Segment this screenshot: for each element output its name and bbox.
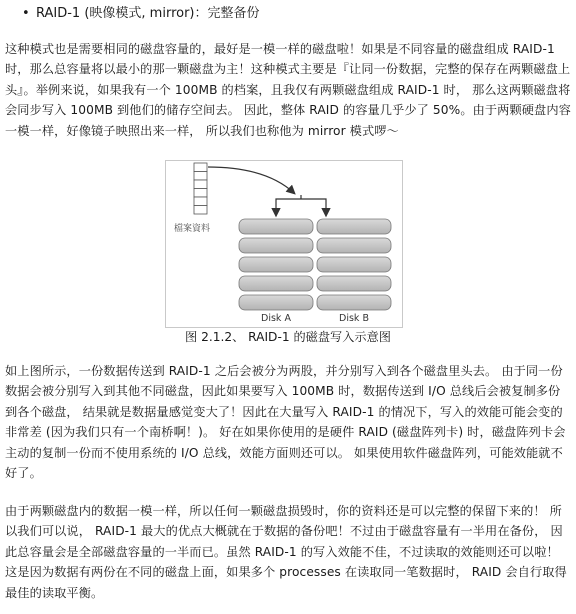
- section-heading: [22, 4, 260, 24]
- disk-a-label: Disk A: [261, 313, 291, 324]
- data-block: [194, 206, 207, 215]
- data-block: [194, 189, 207, 198]
- data-block: [194, 163, 207, 172]
- data-block: [194, 197, 207, 206]
- disk-platter: [239, 238, 313, 253]
- disk-b-label: Disk B: [339, 313, 369, 324]
- source-data-label: 檔案資料: [174, 224, 211, 234]
- paragraph-explanation: 如上图所示，一份数据传送到 RAID-1 之后会被分为两股，并分别写入到各个磁盘里头去。 由于同一份数据会被分别写入到其他不同磁盘，因此如果要写入 100MB 时，数据传送到 I/O 总线后会被复制多份到各个磁盘， 结果就是数据量感觉变大了！因此在大量写入 RAID-1 的情况下，写入的效能可能会变的非常差 (因为我们只有一个南桥啊！)。 好在如果你使用的是硬件 RAID (磁盘阵列卡) 时，磁盘阵列卡会主动的复制一份而不使用系统的 I/O 总线，效能方面则还可以。 如果使用软件磁盘阵列，可能效能就不好了。: [5, 364, 566, 481]
- disk-platter: [317, 257, 391, 272]
- paragraph-intro: 这种模式也是需要相同的磁盘容量的，最好是一模一样的磁盘啦！如果是不同容量的磁盘组成 RAID-1 时，那么总容量将以最小的那一颗磁盘为主！这种模式主要是『让同一份数据，完整的保存在两颗磁盘上头』。举例来说，如果我有一个 100MB 的档案，且我仅有两颗磁盘组成 RAID-1 时， 那么这两颗磁盘将会同步写入 100MB 到他们的储存空间去。 因此，整体 RAID 的容量几乎少了 50%。由于两颗硬盘内容一模一样，好像镜子映照出来一样， 所以我们也称他为 mirror 模式啰～: [5, 42, 571, 138]
- data-block: [194, 172, 207, 181]
- disk-platter: [317, 295, 391, 310]
- data-block-stack: [194, 163, 207, 214]
- figure-caption: 图 2.1.2、 RAID-1 的磁盘写入示意图: [185, 330, 391, 344]
- disk-platter: [317, 219, 391, 234]
- disk-platter: [317, 276, 391, 291]
- bullet-icon: •: [22, 6, 30, 21]
- disk-a-stack: [239, 219, 313, 310]
- disk-platter: [239, 276, 313, 291]
- raid1-diagram-svg: [166, 161, 402, 327]
- disk-platter: [239, 295, 313, 310]
- disk-b-stack: [317, 219, 391, 310]
- disk-platter: [239, 219, 313, 234]
- split-bracket: [276, 199, 326, 205]
- disk-platter: [239, 257, 313, 272]
- raid1-diagram: [165, 160, 403, 328]
- paragraph-conclusion: 由于两颗磁盘内的数据一模一样，所以任何一颗磁盘损毁时，你的资料还是可以完整的保留下来的！ 所以我们可以说， RAID-1 最大的优点大概就在于数据的备份吧！不过由于磁盘容量有一半用在备份， 因此总容量会是全部磁盘容量的一半而已。虽然 RAID-1 的写入效能不佳，不过读取的效能则还可以啦！这是因为数据有两份在不同的磁盘上面，如果多个 processes 在读取同一笔数据时， RAID 会自行取得最佳的读取平衡。: [5, 504, 567, 600]
- disk-platter: [317, 238, 391, 253]
- section-heading-text: RAID-1 (映像模式, mirror)：完整备份: [36, 6, 260, 21]
- data-block: [194, 180, 207, 189]
- data-flow-arrow: [208, 167, 294, 193]
